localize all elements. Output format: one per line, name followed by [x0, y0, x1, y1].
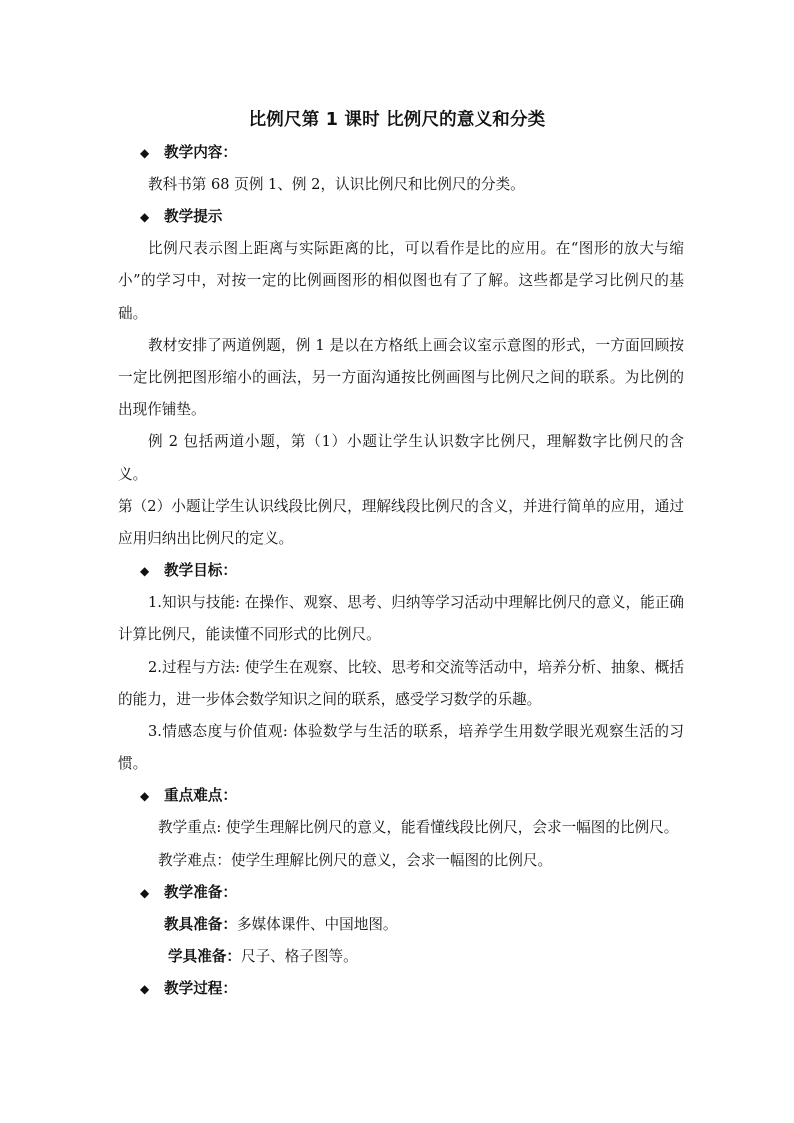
- hints-paragraph: 教材安排了两道例题，例 1 是以在方格纸上画会议室示意图的形式，一方面回顾按一定比例把图形缩小的画法，另一方面沟通按比例画图与比例尺之间的联系。为比例的出现作铺垫。: [118, 336, 684, 419]
- section-heading-content: ◆ 教学内容：: [118, 137, 684, 169]
- hints-paragraph: 例 2 包括两道小题，第（1）小题让学生认识数字比例尺，理解数字比例尺的含义。: [118, 433, 684, 483]
- diamond-bullet-icon: ◆: [140, 981, 150, 996]
- diamond-bullet-icon: ◆: [140, 210, 150, 225]
- hints-paragraph: 比例尺表示图上距离与实际距离的比，可以看作是比的应用。在“图形的放大与缩小”的学习中，对按一定的比例画图形的相似图也有了了解。这些都是学习比例尺的基础。: [118, 240, 684, 322]
- teacher-prep: 教具准备：多媒体课件、中国地图。: [164, 915, 398, 933]
- student-prep: 学具准备：尺子、格子图等。: [168, 947, 358, 965]
- page-title: 比例尺第 1 课时 比例尺的意义和分类: [248, 110, 546, 130]
- section-heading-key: ◆ 重点难点：: [118, 780, 684, 812]
- diamond-bullet-icon: ◆: [140, 885, 150, 900]
- hints-paragraph: 第（2）小题让学生认识线段比例尺，理解线段比例尺的含义，并进行简单的应用，通过应用归纳出比例尺的定义。: [118, 497, 684, 548]
- section-heading-prep: ◆ 教学准备：: [118, 877, 684, 909]
- diamond-bullet-icon: ◆: [140, 789, 150, 804]
- section-heading-goals: ◆ 教学目标：: [118, 555, 684, 587]
- diamond-bullet-icon: ◆: [140, 564, 150, 579]
- goal-item: 2.过程与方法: 使学生在观察、比较、思考和交流等活动中，培养分析、抽象、概括的能力，进一步体会数学知识之间的联系，感受学习数学的乐趣。: [118, 658, 684, 708]
- difficult-point: 教学难点：使学生理解比例尺的意义，会求一幅图的比例尺。: [158, 851, 553, 869]
- content-paragraph: 教科书第 68 页例 1、例 2，认识比例尺和比例尺的分类。: [148, 176, 525, 193]
- diamond-bullet-icon: ◆: [140, 146, 150, 160]
- key-point: 教学重点: 使学生理解比例尺的意义，能看懂线段比例尺，会求一幅图的比例尺。: [158, 819, 679, 837]
- document-body: [118, 137, 684, 1005]
- goal-item: 1.知识与技能: 在操作、观察、思考、归纳等学习活动中理解比例尺的意义，能正确计算比例尺，能读懂不同形式的比例尺。: [118, 594, 684, 644]
- goal-item: 3.情感态度与价值观: 体验数学与生活的联系，培养学生用数学眼光观察生活的习惯。: [118, 723, 684, 773]
- section-heading-process: ◆ 教学过程：: [118, 973, 684, 1005]
- section-heading-hints: ◆ 教学提示: [118, 201, 684, 233]
